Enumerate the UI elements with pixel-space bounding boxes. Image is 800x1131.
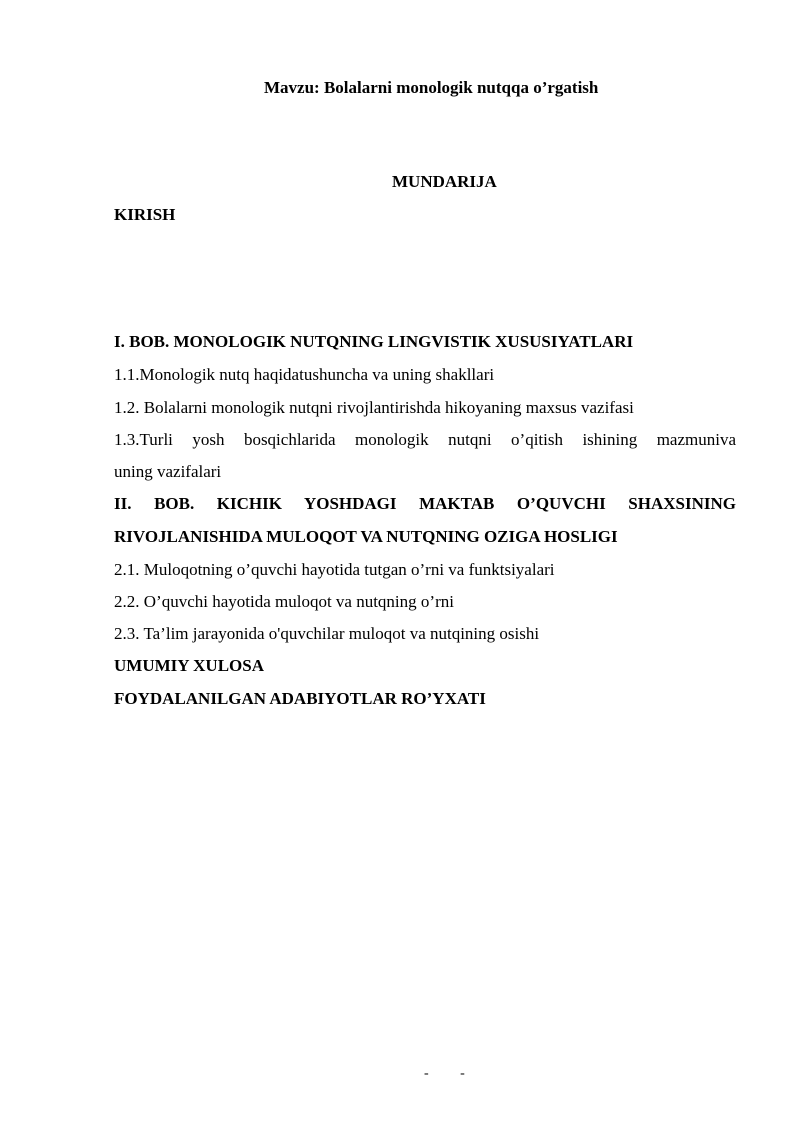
toc-entry-2-3: 2.3. Ta’lim jarayonida o'quvchilar muloqot va nutqining osishi — [114, 624, 540, 643]
document-topic: Mavzu: Bolalarni monologik nutqqa o’rgatish — [264, 78, 599, 97]
toc-entry-1-1: 1.1.Monologik nutq haqidatushuncha va uning shakllari — [114, 365, 495, 384]
toc-entry-1-3-continued: uning vazifalari — [114, 462, 222, 481]
toc-entry-1-2: 1.2. Bolalarni monologik nutqni rivojlantirishda hikoyaning maxsus vazifasi — [114, 398, 634, 417]
toc-entry-1-3: 1.3.Turli yosh bosqichlarida monologik nutqni o’qitish ishining mazmuniva — [114, 430, 736, 449]
toc-heading: MUNDARIJA — [392, 172, 497, 191]
toc-chapter-2-title-continued: RIVOJLANISHIDA MULOQOT VA NUTQNING OZIGA HOSLIGI — [114, 527, 618, 546]
page-footer: - - — [424, 1066, 479, 1081]
toc-entry-conclusion: UMUMIY XULOSA — [114, 656, 265, 675]
toc-chapter-1-title: I. BOB. MONOLOGIK NUTQNING LINGVISTIK XUSUSIYATLARI — [114, 332, 634, 351]
toc-entry-introduction: KIRISH — [114, 205, 176, 224]
toc-entry-references: FOYDALANILGAN ADABIYOTLAR RO’YXATI — [114, 689, 486, 708]
toc-entry-2-2: 2.2. O’quvchi hayotida muloqot va nutqning o’rni — [114, 592, 454, 611]
toc-chapter-2-title: II. BOB. KICHIK YOSHDAGI MAKTAB O’QUVCHI SHAXSINING — [114, 494, 736, 513]
toc-entry-2-1: 2.1. Muloqotning o’quvchi hayotida tutgan o’rni va funktsiyalari — [114, 560, 555, 579]
